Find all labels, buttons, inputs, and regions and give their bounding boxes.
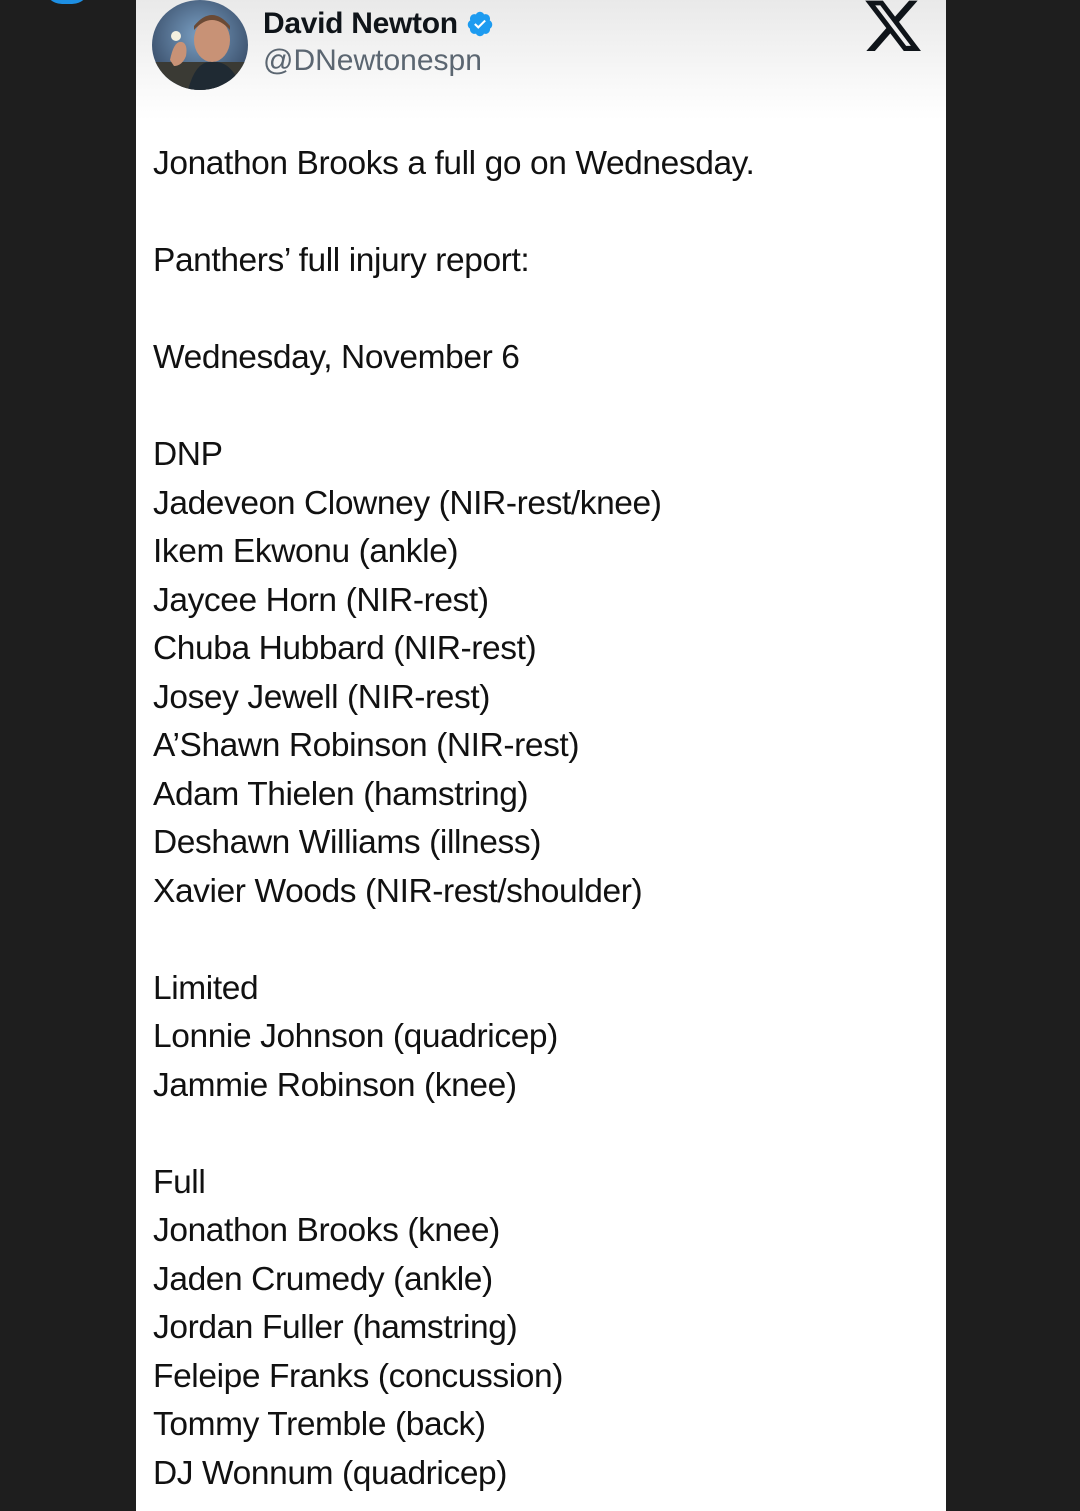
group-status-label: Limited	[153, 969, 259, 1007]
player-entry: Jaycee Horn (NIR-rest)	[153, 581, 489, 619]
player-entry: Jordan Fuller (hamstring)	[153, 1309, 518, 1346]
post-card	[136, 0, 946, 1511]
report-date: Wednesday, November 6	[153, 339, 520, 376]
author-display-name[interactable]: David Newton	[263, 7, 458, 40]
player-entry: Jadeveon Clowney (NIR-rest/knee)	[153, 484, 662, 522]
player-entry: A’Shawn Robinson (NIR-rest)	[153, 727, 580, 764]
player-entry: Adam Thielen (hamstring)	[153, 775, 529, 813]
player-entry: Jaden Crumedy (ankle)	[153, 1260, 493, 1298]
player-entry: Josey Jewell (NIR-rest)	[153, 678, 491, 716]
post-intro: Panthers’ full injury report:	[153, 242, 530, 279]
player-entry: Deshawn Williams (illness)	[153, 824, 541, 861]
player-entry: Jammie Robinson (knee)	[153, 1066, 517, 1104]
player-entry: Jonathon Brooks (knee)	[153, 1212, 500, 1249]
player-entry: DJ Wonnum (quadricep)	[153, 1454, 508, 1492]
player-entry: Xavier Woods (NIR-rest/shoulder)	[153, 872, 643, 910]
group-status-label: Full	[153, 1163, 206, 1201]
injury-group-dnp	[153, 431, 933, 916]
player-entry: Ikem Ekwonu (ankle)	[153, 533, 459, 570]
post-headline: Jonathon Brooks a full go on Wednesday.	[153, 145, 755, 182]
author-handle[interactable]: @DNewtonespn	[263, 44, 482, 77]
player-entry: Chuba Hubbard (NIR-rest)	[153, 630, 537, 667]
author-name-row[interactable]	[263, 4, 494, 44]
post-body	[153, 140, 933, 1498]
player-entry: Lonnie Johnson (quadricep)	[153, 1018, 558, 1055]
post-header	[136, 0, 946, 120]
injury-group-full	[153, 1159, 933, 1499]
verified-badge-icon	[466, 10, 494, 38]
injury-group-limited	[153, 965, 933, 1111]
corner-badge	[44, 0, 90, 4]
x-logo-icon[interactable]	[862, 0, 924, 58]
player-entry: Feleipe Franks (concussion)	[153, 1357, 563, 1395]
avatar[interactable]	[152, 0, 248, 90]
group-status-label: DNP	[153, 436, 223, 473]
player-entry: Tommy Tremble (back)	[153, 1406, 486, 1443]
